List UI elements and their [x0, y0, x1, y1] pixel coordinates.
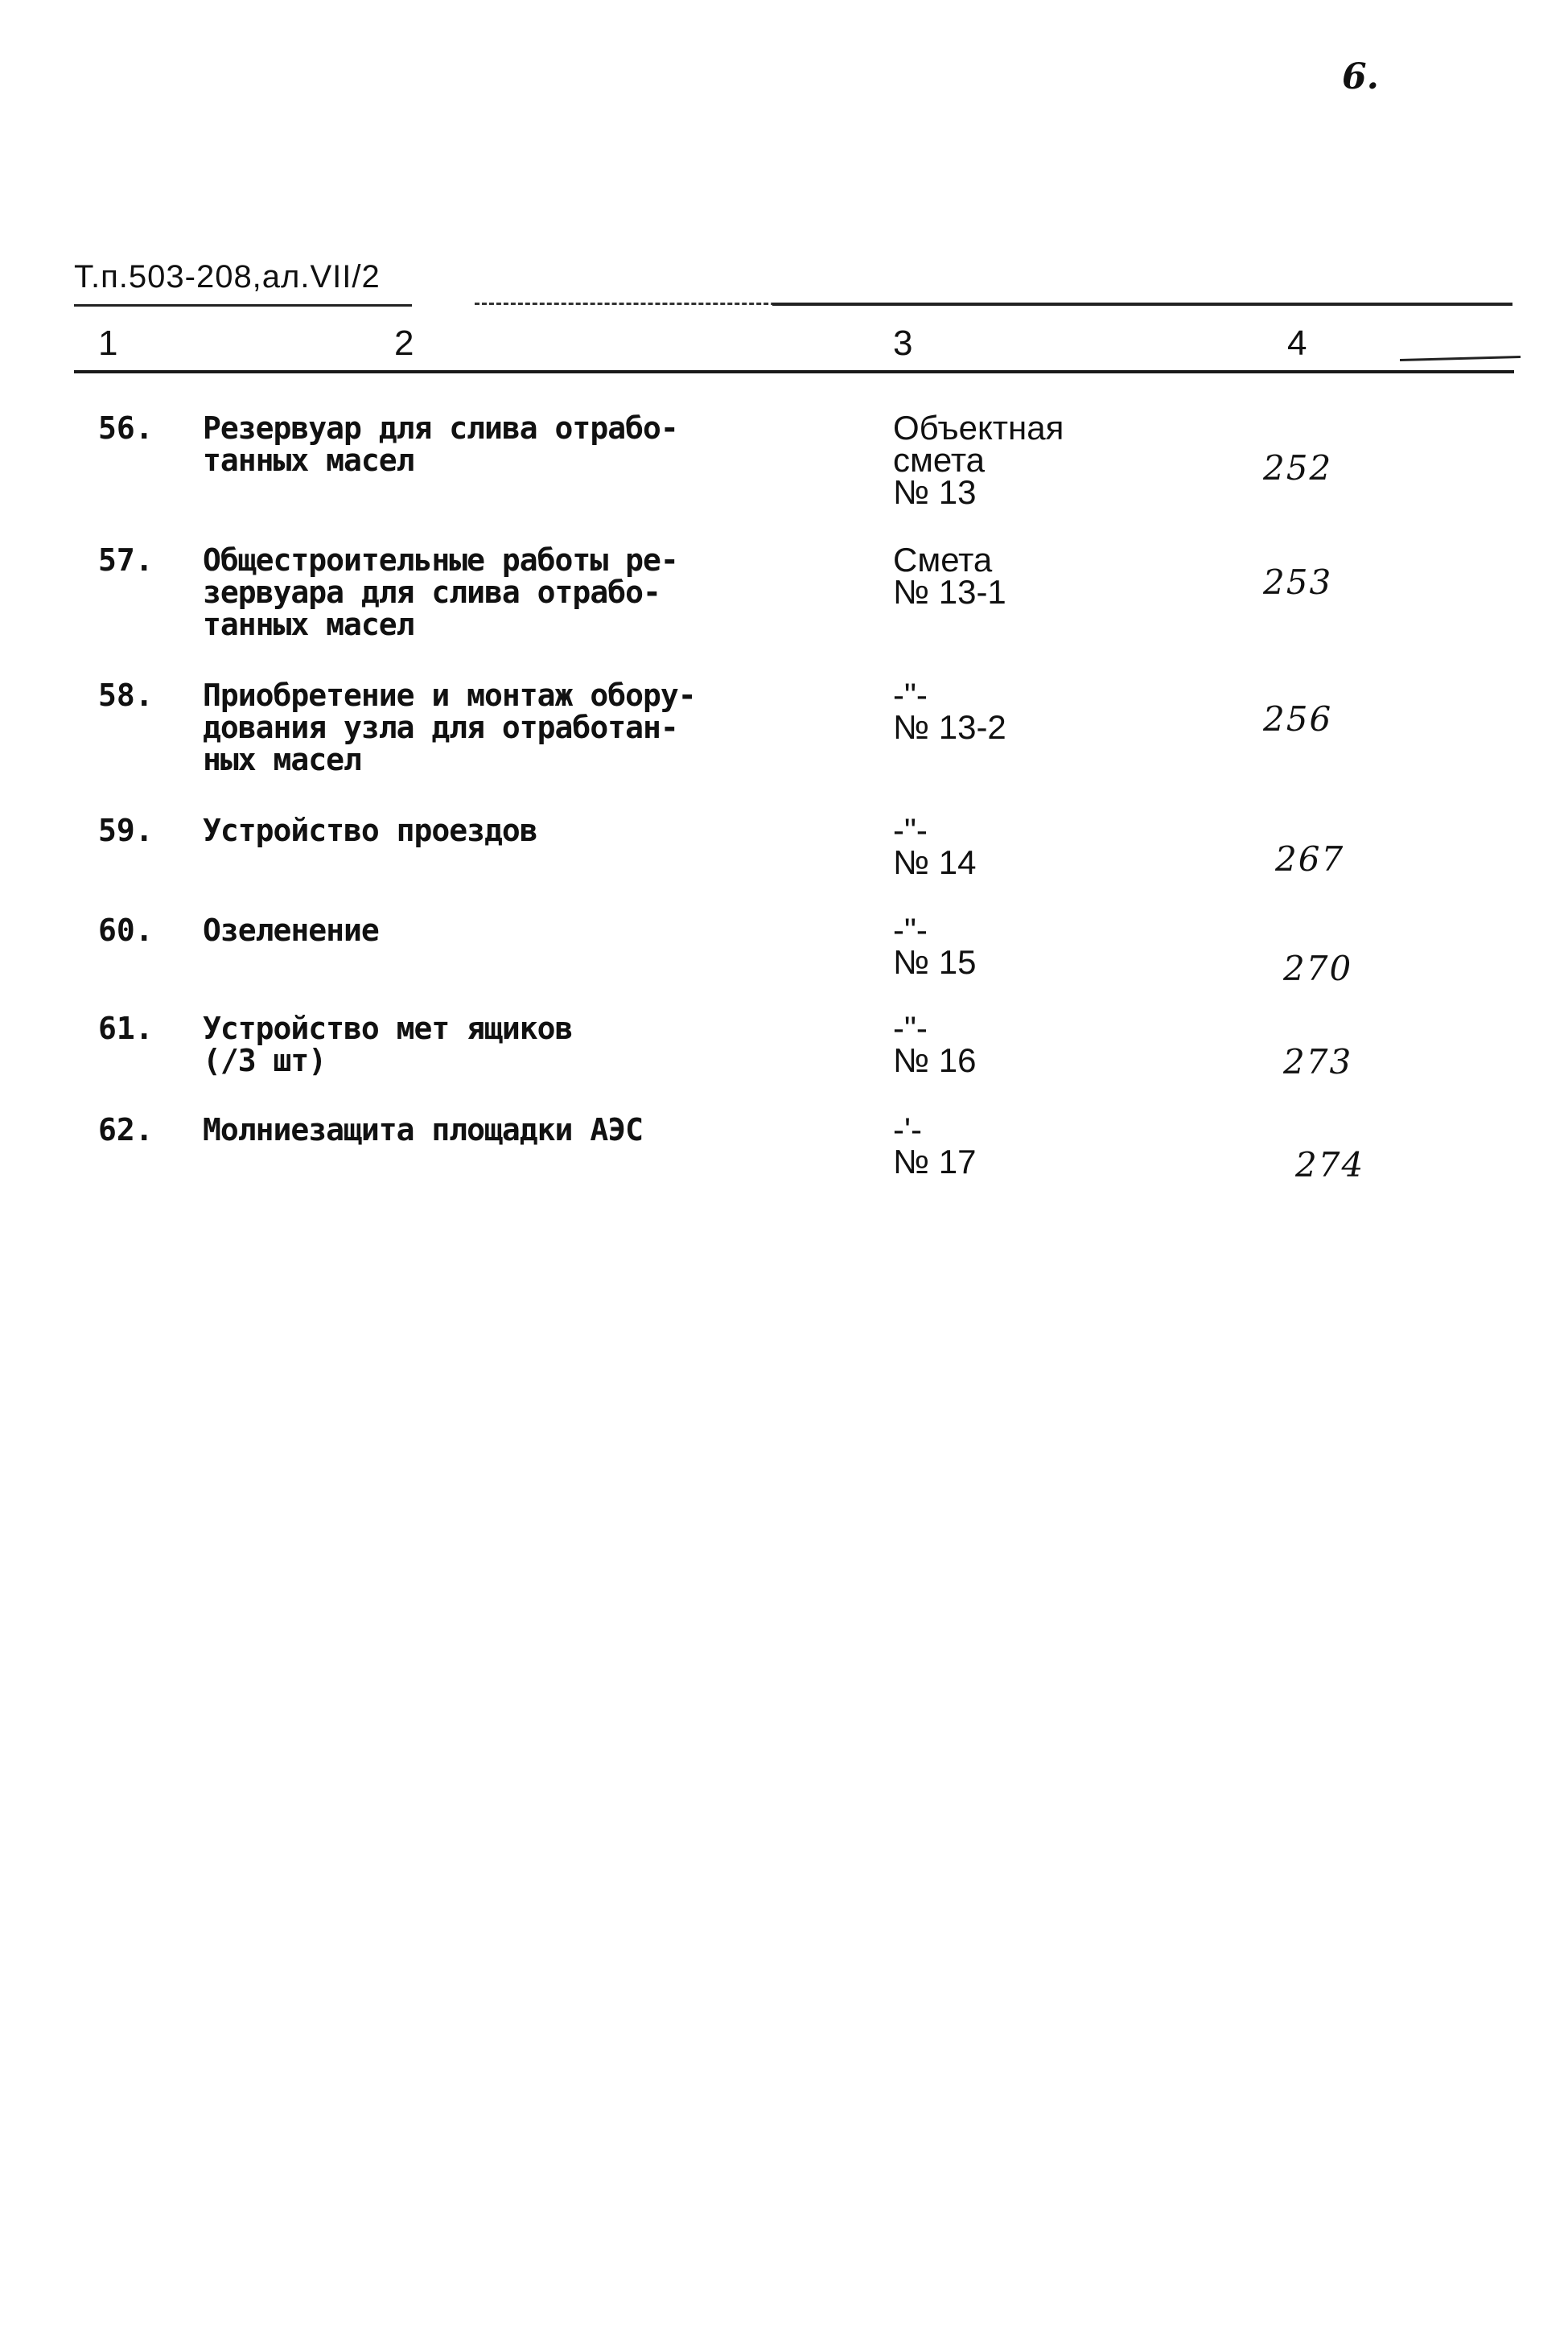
row-reference: -"- № 14	[893, 811, 977, 881]
row-number: 61.	[98, 1011, 154, 1046]
row-reference: -"- № 16	[893, 1009, 977, 1079]
row-page: 273	[1283, 1042, 1353, 1082]
row-number: 58.	[98, 678, 154, 713]
row-number: 62.	[98, 1112, 154, 1148]
document-code: Т.п.503-208,ал.VII/2	[74, 259, 381, 295]
column-header-4: 4	[1287, 323, 1307, 363]
row-name: Озеленение	[203, 913, 379, 948]
page-number: 6.	[1342, 56, 1379, 97]
column-header-1: 1	[98, 323, 118, 363]
row-reference: Смета № 13-1	[893, 541, 1006, 611]
row-reference: -"- № 15	[893, 911, 977, 981]
row-page: 270	[1283, 949, 1353, 988]
row-name: Молниезащита площадки АЭС	[203, 1112, 643, 1148]
table-header-rule	[74, 370, 1514, 373]
row-number: 56.	[98, 410, 154, 446]
row-page: 252	[1263, 448, 1333, 488]
header-solid-rule	[772, 303, 1512, 306]
row-name: Приобретение и монтаж обору- дования узла для отработан- ных масел	[203, 678, 696, 777]
row-reference: -"- № 13-2	[893, 676, 1006, 746]
row-name: Резервуар для слива отрабо- танных масел	[203, 410, 678, 478]
row-number: 59.	[98, 813, 154, 848]
row-number: 57.	[98, 542, 154, 578]
document-code-underline	[74, 304, 412, 307]
column-header-2: 2	[394, 323, 414, 363]
table-header	[0, 323, 1568, 369]
row-name: Устройство проездов	[203, 813, 537, 848]
row-page: 253	[1263, 562, 1333, 602]
row-reference: Объектная смета № 13	[893, 409, 1064, 511]
row-page: 267	[1275, 839, 1345, 879]
row-page: 256	[1263, 699, 1333, 739]
row-page: 274	[1295, 1145, 1365, 1185]
row-number: 60.	[98, 913, 154, 948]
row-name: Общестроительные работы ре- зервуара для слива отрабо- танных масел	[203, 542, 678, 642]
column-header-3: 3	[893, 323, 913, 363]
row-name: Устройство мет ящиков (/3 шт)	[203, 1011, 573, 1078]
row-reference: -'- № 17	[893, 1110, 977, 1180]
